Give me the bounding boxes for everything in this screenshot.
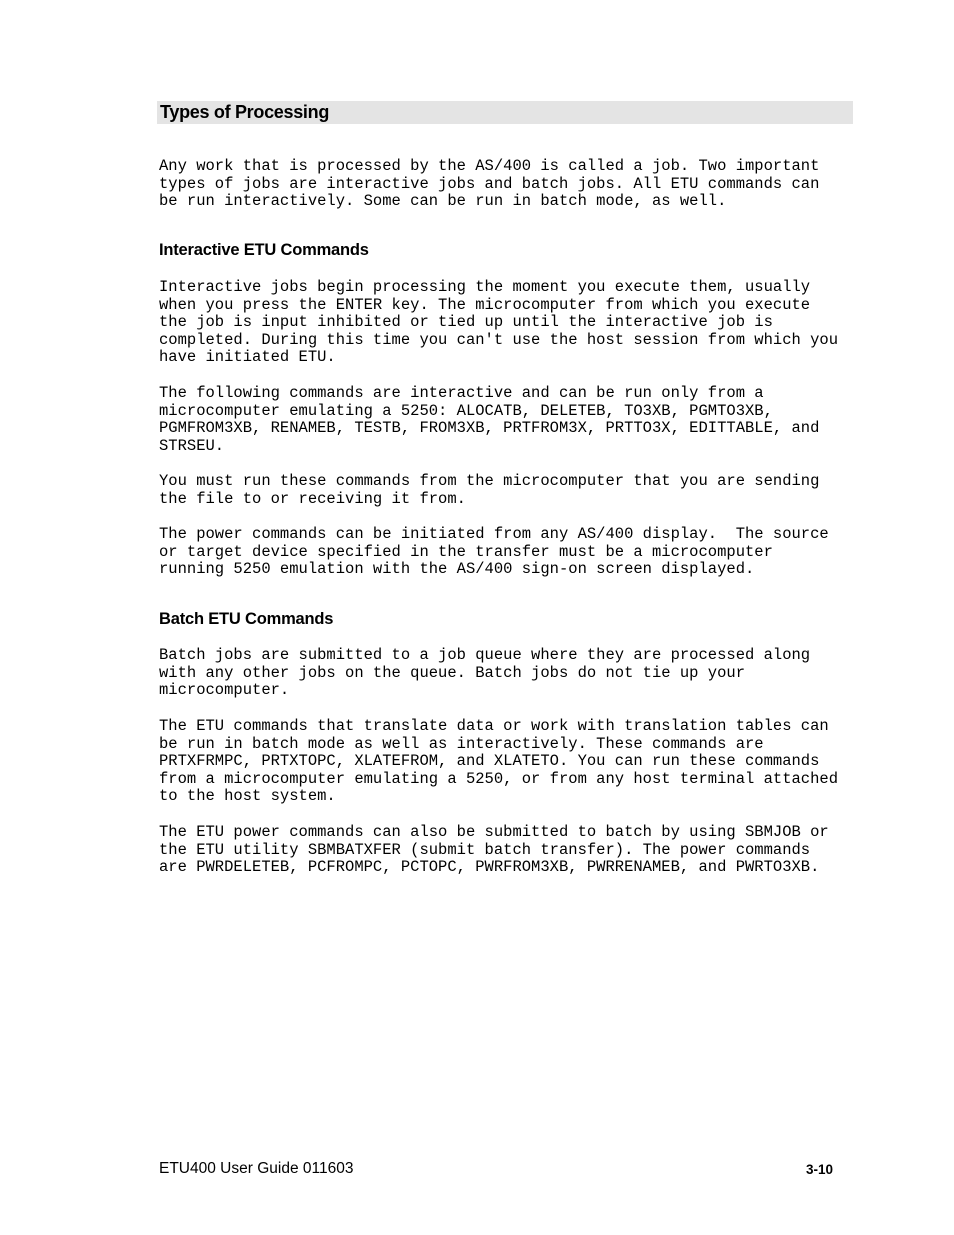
intro-paragraph: Any work that is processed by the AS/400 is called a job. Two important types of jobs are interactive jobs and batch jobs. All ETU commands can be run interactively. Some can be run in batch mode, as well.: [159, 157, 820, 211]
interactive-heading: Interactive ETU Commands: [159, 241, 369, 259]
footer-page-number: 3-10: [805, 1162, 833, 1177]
section-header-bar: [157, 101, 853, 124]
batch-paragraph-3: The ETU power commands can also be submitted to batch by using SBMJOB or the ETU utility SBMBATXFER (submit batch transfer). The power commands are PWRDELETEB, PCFROMPC, PCTOPC, PWRFROM3XB, PWRRENAMEB, and PWRTO3XB.: [159, 823, 829, 877]
section-title: Types of Processing: [160, 102, 330, 122]
interactive-paragraph-2: The following commands are interactive and can be run only from a microcomputer emulating a 5250: ALOCATB, DELETEB, TO3XB, PGMTO3XB, PGMFROM3XB, RENAMEB, TESTB, FROM3XB, PRTFROM3X, PRTTO3X, EDITTABLE, and STRSEU.: [159, 384, 820, 455]
interactive-paragraph-4: The power commands can be initiated from any AS/400 display. The source or target device specified in the transfer must be a microcomputer running 5250 emulation with the AS/400 sign-on screen displayed.: [159, 525, 829, 579]
interactive-paragraph-3: You must run these commands from the microcomputer that you are sending the file to or receiving it from.: [159, 472, 820, 508]
batch-paragraph-1: Batch jobs are submitted to a job queue where they are processed along with any other jobs on the queue. Batch jobs do not tie up your microcomputer.: [159, 646, 811, 700]
interactive-paragraph-1: Interactive jobs begin processing the moment you execute them, usually when you press the ENTER key. The microcomputer from which you execute the job is input inhibited or tied up until the interactive job is completed. During this time you can't use the host session from which you have initiated ETU.: [159, 278, 839, 367]
batch-heading: Batch ETU Commands: [159, 610, 334, 628]
batch-paragraph-2: The ETU commands that translate data or work with translation tables can be run in batch mode as well as interactively. These commands are PRTXFRMPC, PRTXTOPC, XLATEFROM, and XLATETO. You can run these commands from a microcomputer emulating a 5250, or from any host terminal attached to the host system.: [159, 717, 839, 806]
footer-document-title: ETU400 User Guide 011603: [159, 1160, 354, 1177]
